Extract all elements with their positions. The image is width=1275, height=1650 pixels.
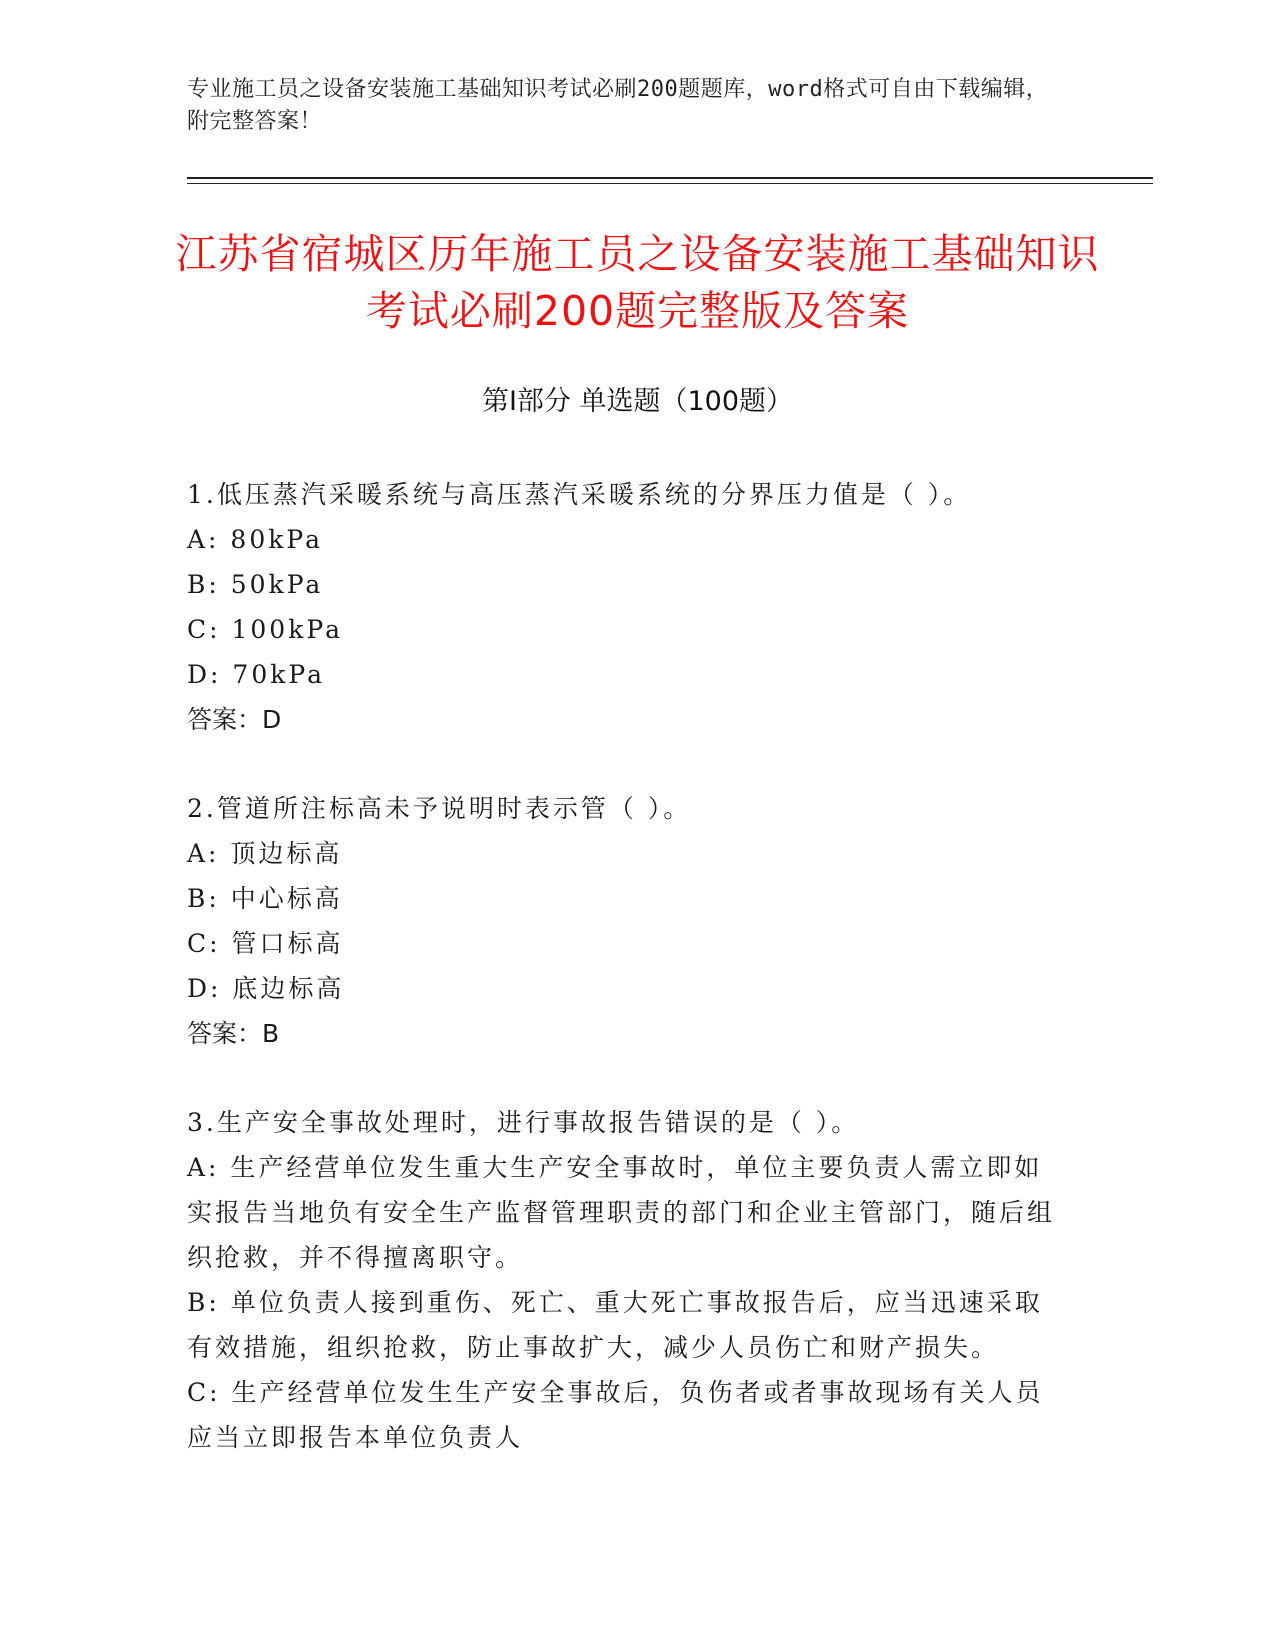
option-b: B: 中心标高 bbox=[187, 884, 343, 913]
question-stem: 3.生产安全事故处理时，进行事故报告错误的是（ ）。 bbox=[187, 1108, 860, 1137]
question-3 bbox=[187, 1100, 1067, 1460]
option-b: B: 单位负责人接到重伤、死亡、重大死亡事故报告后，应当迅速采取有效措施，组织抢救，防止事故扩大，减少人员伤亡和财产损失。 bbox=[187, 1288, 1043, 1362]
option-a: A: 80kPa bbox=[187, 525, 323, 554]
option-c: C: 100kPa bbox=[187, 615, 343, 644]
section-heading: 第Ⅰ部分 单选题（100题） bbox=[481, 386, 794, 417]
header-note: 专业施工员之设备安装施工基础知识考试必刷200题题库，word格式可自由下载编辑，附完整答案！ bbox=[187, 77, 1049, 134]
question-list bbox=[187, 472, 1067, 1504]
option-a: A: 生产经营单位发生重大生产安全事故时，单位主要负责人需立即如实报告当地负有安全生产监督管理职责的部门和企业主管部门，随后组织抢救，并不得擅离职守。 bbox=[187, 1153, 1056, 1272]
option-c: C: 生产经营单位发生生产安全事故后，负伤者或者事故现场有关人员应当立即报告本单位负责人 bbox=[187, 1378, 1044, 1452]
question-1 bbox=[187, 472, 1067, 742]
option-b: B: 50kPa bbox=[187, 570, 324, 599]
question-stem: 2.管道所注标高未予说明时表示管（ ）。 bbox=[187, 794, 692, 823]
option-d: D: 底边标高 bbox=[187, 974, 345, 1003]
question-stem: 1.低压蒸汽采暖系统与高压蒸汽采暖系统的分界压力值是（ ）。 bbox=[187, 480, 972, 509]
option-d: D: 70kPa bbox=[187, 660, 325, 689]
header-divider-thin bbox=[187, 183, 1153, 184]
question-2 bbox=[187, 786, 1067, 1056]
answer: 答案：D bbox=[187, 705, 282, 734]
option-c: C: 管口标高 bbox=[187, 929, 344, 958]
option-a: A: 顶边标高 bbox=[187, 839, 343, 868]
header-divider-thick bbox=[187, 177, 1153, 179]
answer: 答案：B bbox=[187, 1019, 280, 1048]
document-title: 江苏省宿城区历年施工员之设备安装施工基础知识考试必刷200题完整版及答案 bbox=[175, 230, 1100, 335]
